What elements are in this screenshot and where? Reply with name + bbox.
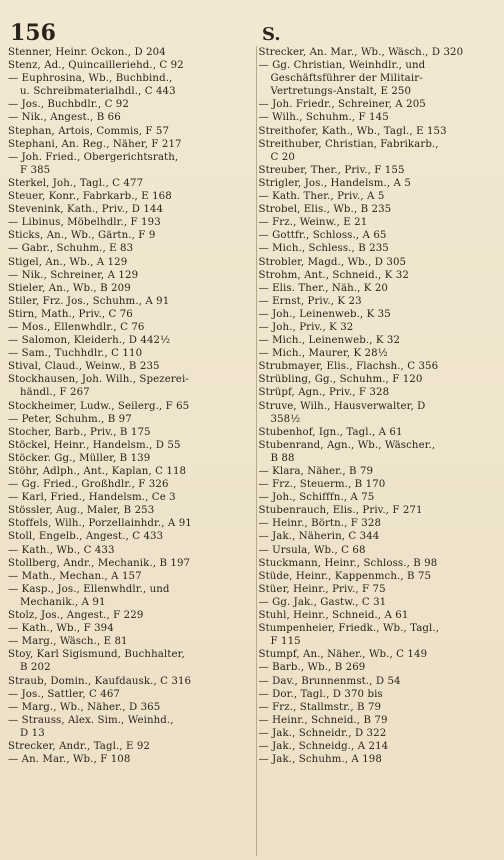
directory-entry: — Frz., Steuerm., B 170	[258, 479, 386, 491]
directory-entry: Strigler, Jos., Handelsm., A 5	[258, 177, 411, 189]
directory-entry: händl., F 267	[20, 387, 90, 399]
directory-entry: — Jos., Sattler, C 467	[8, 688, 121, 700]
directory-entry: — Frz., Stallmstr., B 79	[258, 701, 382, 713]
directory-entry: — An. Mar., Wb., F 108	[8, 754, 131, 766]
directory-entry: — Joh., Leinenweb., K 35	[258, 308, 391, 320]
directory-entry: Stirn, Math., Priv., C 76	[8, 308, 133, 320]
directory-entry: — Marg., Wäsch., E 81	[8, 636, 128, 648]
directory-entry: Stockheimer, Ludw., Seilerg., F 65	[8, 400, 190, 412]
directory-entry: Stüer, Heinr., Priv., F 75	[258, 583, 386, 595]
directory-entry: Strübling, Gg., Schuhm., F 120	[258, 374, 423, 386]
directory-entry: Vertretungs-Anstalt, E 250	[270, 86, 412, 98]
directory-entry: Stenner, Heinr. Ockon., D 204	[8, 47, 166, 58]
directory-entry: — Gg. Christian, Weinhdlr., und	[258, 60, 426, 72]
directory-entry: — Jak., Schneidg., A 214	[258, 740, 389, 752]
directory-entry: Stubenrauch, Elis., Priv., F 271	[258, 505, 423, 517]
directory-entry: D 13	[20, 727, 45, 739]
directory-entry: — Klara, Näher., B 79	[258, 466, 374, 477]
columns	[6, 46, 498, 856]
directory-entry: — Kath. Ther., Priv., A 5	[258, 191, 385, 203]
directory-entry: Stephan, Artois, Commis, F 57	[8, 125, 170, 137]
directory-entry: B 88	[270, 452, 295, 464]
directory-entry: Strecker, An. Mar., Wb., Wäsch., D 320	[258, 47, 464, 58]
directory-entry: Stöhr, Adlph., Ant., Kaplan, C 118	[8, 466, 187, 477]
directory-entry: F 115	[270, 636, 301, 648]
left-column	[6, 46, 248, 856]
directory-entry: Strecker, Andr., Tagl., E 92	[8, 740, 151, 752]
directory-entry: — Mos., Ellenwhdlr., C 76	[8, 321, 145, 333]
directory-entry: Stöckel, Heinr., Handelsm., D 55	[8, 439, 181, 451]
directory-entry: Stuckmann, Heinr., Schloss., B 98	[258, 557, 438, 569]
directory-entry: — Nik., Angest., B 66	[8, 112, 121, 124]
directory-entry: Streithofer, Kath., Wb., Tagl., E 153	[258, 125, 447, 137]
directory-entry: Stiler, Frz. Jos., Schuhm., A 91	[8, 295, 170, 307]
directory-entry: — Peter, Schuhm., B 97	[8, 413, 132, 425]
directory-entry: Sterkel, Joh., Tagl., C 477	[8, 177, 144, 189]
directory-entry: — Barb., Wb., B 269	[258, 662, 366, 674]
directory-entry: — Mich., Leinenweb., K 32	[258, 335, 401, 347]
directory-entry: F 385	[20, 164, 51, 176]
directory-entry: — Strauss, Alex. Sim., Weinhd.,	[8, 714, 174, 726]
directory-entry: Stocher, Barb., Priv., B 175	[8, 426, 151, 438]
directory-entry: — Karl, Fried., Handelsm., Ce 3	[8, 492, 176, 504]
directory-entry: — Gg. Jak., Gastw., C 31	[258, 596, 387, 608]
directory-entry: — Math., Mechan., A 157	[8, 570, 142, 582]
directory-entry: — Mich., Schless., B 235	[258, 243, 389, 255]
directory-entry: — Elis. Ther., Näh., K 20	[258, 282, 389, 294]
directory-entry: u. Schreibmaterialhdl., C 443	[20, 86, 176, 98]
directory-entry: — Mich., Maurer, K 28½	[258, 348, 388, 360]
section-letter: S.	[262, 24, 281, 45]
directory-entry: Strüpf, Agn., Priv., F 328	[258, 387, 390, 399]
directory-entry: Streithuber, Christian, Fabrikarb.,	[258, 138, 439, 150]
directory-entry: Stuhl, Heinr., Schneid., A 61	[258, 610, 409, 622]
directory-entry: — Heinr., Schneid., B 79	[258, 714, 388, 726]
directory-entry: — Joh., Schifffn., A 75	[258, 492, 375, 504]
page-number: 156	[10, 20, 56, 46]
directory-entry: — Euphrosina, Wb., Buchbind.,	[8, 73, 173, 85]
directory-entry: — Ursula, Wb., C 68	[258, 544, 366, 556]
directory-entry: — Wilh., Schuhm., F 145	[258, 112, 389, 124]
directory-entry: Stumpenheier, Friedk., Wb., Tagl.,	[258, 623, 440, 635]
directory-entry: — Nik., Schreiner, A 129	[8, 269, 139, 281]
directory-entry: Stigel, An., Wb., A 129	[8, 256, 128, 268]
right-column	[256, 46, 499, 856]
directory-entry: — Jak., Schuhm., A 198	[258, 754, 382, 766]
directory-entry: Stockhausen, Joh. Wilh., Spezerei-	[8, 374, 189, 386]
directory-entry: Stollberg, Andr., Mechanik., B 197	[8, 557, 191, 569]
directory-entry: C 20	[270, 151, 295, 163]
directory-entry: — Ernst, Priv., K 23	[258, 295, 362, 307]
directory-entry: — Marg., Wb., Näher., D 365	[8, 701, 161, 713]
directory-entry: Strobel, Elis., Wb., B 235	[258, 204, 392, 216]
directory-entry: Stolz, Jos., Angest., F 229	[8, 610, 144, 622]
directory-entry: Strobler, Magd., Wb., D 305	[258, 256, 407, 268]
directory-entry: Straub, Domin., Kaufdausk., C 316	[8, 675, 192, 687]
directory-entry: — Joh., Priv., K 32	[258, 321, 354, 333]
directory-entry: Stössler, Aug., Maler, B 253	[8, 505, 155, 517]
directory-entry: — Heinr., Börtn., F 328	[258, 518, 382, 530]
directory-entry: Steuer, Konr., Fabrkarb., E 168	[8, 191, 172, 203]
directory-entry: — Joh. Friedr., Schreiner, A 205	[258, 99, 426, 111]
directory-entry: — Kath., Wb., F 394	[8, 623, 114, 635]
directory-entry: — Kasp., Jos., Ellenwhdlr., und	[8, 583, 170, 595]
directory-entry: — Libinus, Möbelhdlr., F 193	[8, 217, 161, 229]
directory-entry: B 202	[20, 662, 51, 674]
directory-entry: Geschäftsführer der Militair-	[270, 73, 423, 85]
directory-entry: — Gabr., Schuhm., E 83	[8, 243, 134, 255]
directory-entry: Stoll, Engelb., Angest., C 433	[8, 531, 164, 543]
directory-entry: — Sam., Tuchhdlr., C 110	[8, 348, 143, 360]
directory-entry: — Kath., Wb., C 433	[8, 544, 115, 556]
directory-entry: — Dav., Brunnenmst., D 54	[258, 675, 401, 687]
directory-entry: Stival, Claud., Weinw., B 235	[8, 361, 160, 373]
directory-entry: — Jak., Schneidr., D 322	[258, 727, 387, 739]
directory-entry: Stoy, Karl Sigismund, Buchhalter,	[8, 649, 185, 661]
directory-entry: — Joh. Fried., Obergerichtsrath,	[8, 151, 179, 163]
directory-entry: — Jak., Näherin, C 344	[258, 531, 380, 543]
directory-entry: Stenz, Ad., Quincailleriehd., C 92	[8, 60, 184, 72]
directory-entry: — Jos., Buchbdlr., C 92	[8, 99, 129, 111]
directory-entry: Strohm, Ant., Schneid., K 32	[258, 269, 409, 281]
directory-entry: — Gg. Fried., Großhdlr., F 326	[8, 479, 169, 491]
directory-entry: Struve, Wilh., Hausverwalter, D	[258, 400, 426, 412]
directory-entry: Stüde, Heinr., Kappenmch., B 75	[258, 570, 432, 582]
page-header	[6, 6, 498, 46]
directory-entry: Stöcker. Gg., Müller, B 139	[8, 452, 151, 464]
directory-entry: — Dor., Tagl., D 370 bis	[258, 688, 383, 700]
directory-entry: Stevenink, Kath., Priv., D 144	[8, 204, 164, 216]
directory-entry: Sticks, An., Wb., Gärtn., F 9	[8, 230, 156, 242]
directory-entry: Stoffels, Wilh., Porzellainhdr., A 91	[8, 518, 192, 530]
directory-entry: Mechanik., A 91	[20, 596, 106, 608]
directory-entry: Stieler, An., Wb., B 209	[8, 282, 131, 294]
directory-entry: Strubmayer, Elis., Flachsh., C 356	[258, 361, 439, 373]
directory-entry: — Gottfr., Schloss., A 65	[258, 230, 387, 242]
directory-entry: Stubenrand, Agn., Wb., Wäscher.,	[258, 439, 436, 451]
directory-entry: Stumpf, An., Näher., Wb., C 149	[258, 649, 428, 661]
directory-entry: — Salomon, Kleiderh., D 442½	[8, 335, 171, 347]
directory-entry: 358½	[270, 413, 301, 425]
directory-entry: — Frz., Weinw., E 21	[258, 217, 368, 229]
directory-entry: Stephani, An. Reg., Näher, F 217	[8, 138, 182, 150]
directory-entry: Stubenhof, Ign., Tagl., A 61	[258, 426, 403, 438]
directory-entry: Streuber, Ther., Priv., F 155	[258, 164, 405, 176]
